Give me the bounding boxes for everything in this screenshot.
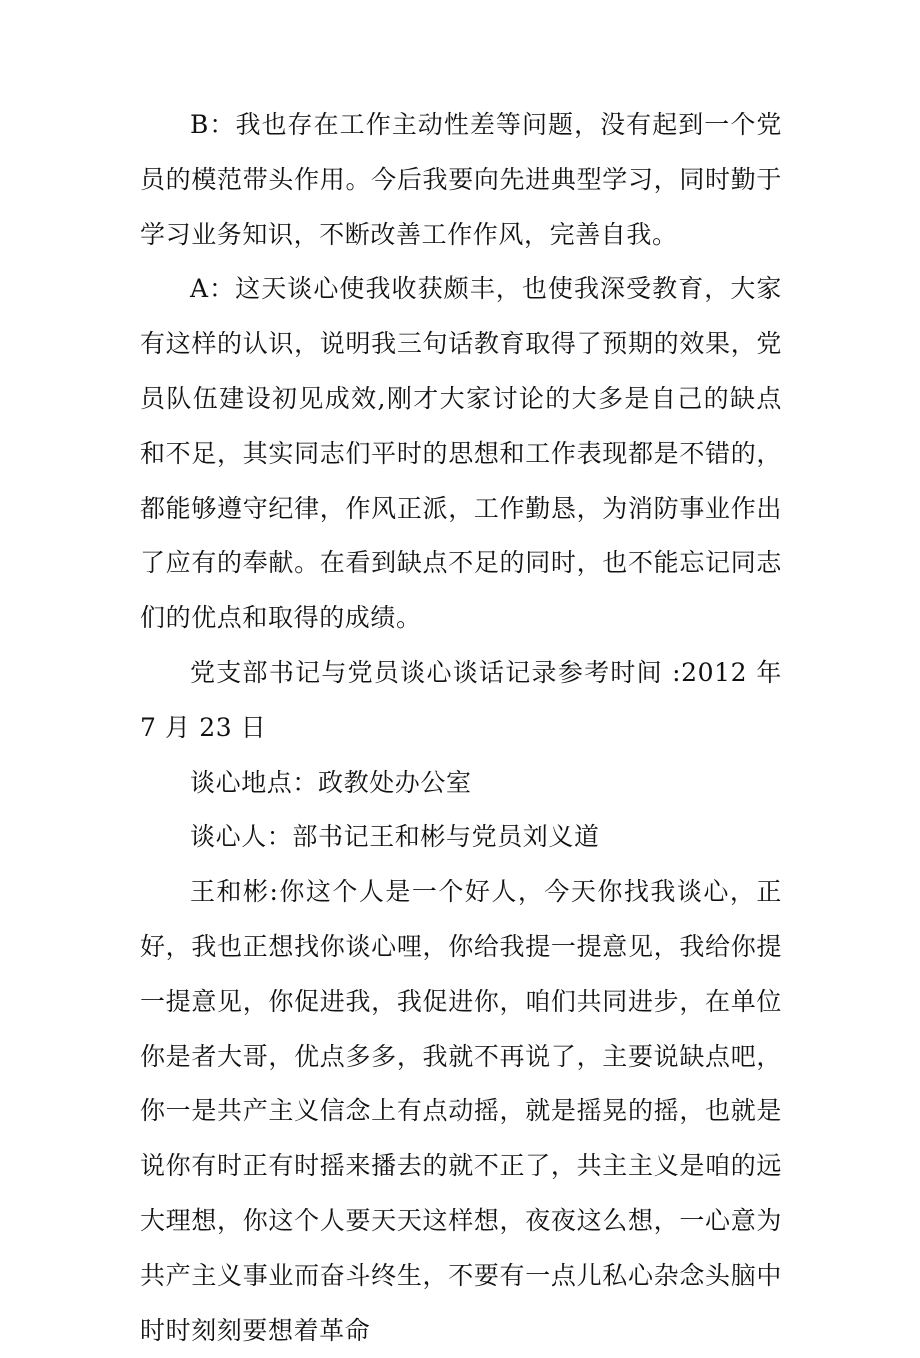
paragraph-b-self-criticism: B：我也存在工作主动性差等问题，没有起到一个党员的模范带头作用。今后我要向先进典型学习，同时勤于学习业务知识，不断改善工作作风，完善自我。: [140, 110, 782, 249]
paragraph-participants: 谈心人：部书记王和彬与党员刘义道: [190, 822, 600, 852]
document-body: [140, 98, 782, 1358]
paragraph-wang-hebin-talk: 王和彬:你这个人是一个好人，今天你找我谈心，正好，我也正想找你谈心哩，你给我提一提意见，我给你提一提意见，你促进我，我促进你，咱们共同进步，在单位你是者大哥，优点多多，我就不再说了，主要说缺点吧，你一是共产主义信念上有点动摇，就是摇晃的摇，也就是说你有时正有时摇来播去的就不正了，共主主义是咱的远大理想，你这个人要天天这样想，夜夜这么想，一心意为共产主义事业而奋斗终生，不要有一点儿私心杂念头脑中时时刻刻要想着革命: [140, 877, 782, 1345]
paragraph-location: 谈心地点：政教处办公室: [190, 767, 472, 797]
paragraph-a-summary: A：这天谈心使我收获颇丰，也使我深受教育，大家有这样的认识，说明我三句话教育取得了预期的效果，党员队伍建设初见成效,刚才大家讨论的大多是自己的缺点和不足，其实同志们平时的思想和工作表现都是不错的，都能够遵守纪律，作风正派，工作勤恳，为消防事业作出了应有的奉献。在看到缺点不足的同时，也不能忘记同志们的优点和取得的成绩。: [140, 274, 782, 633]
paragraph-record-title-time: 党支部书记与党员谈心谈话记录参考时间 :2012 年 7 月 23 日: [140, 657, 782, 742]
